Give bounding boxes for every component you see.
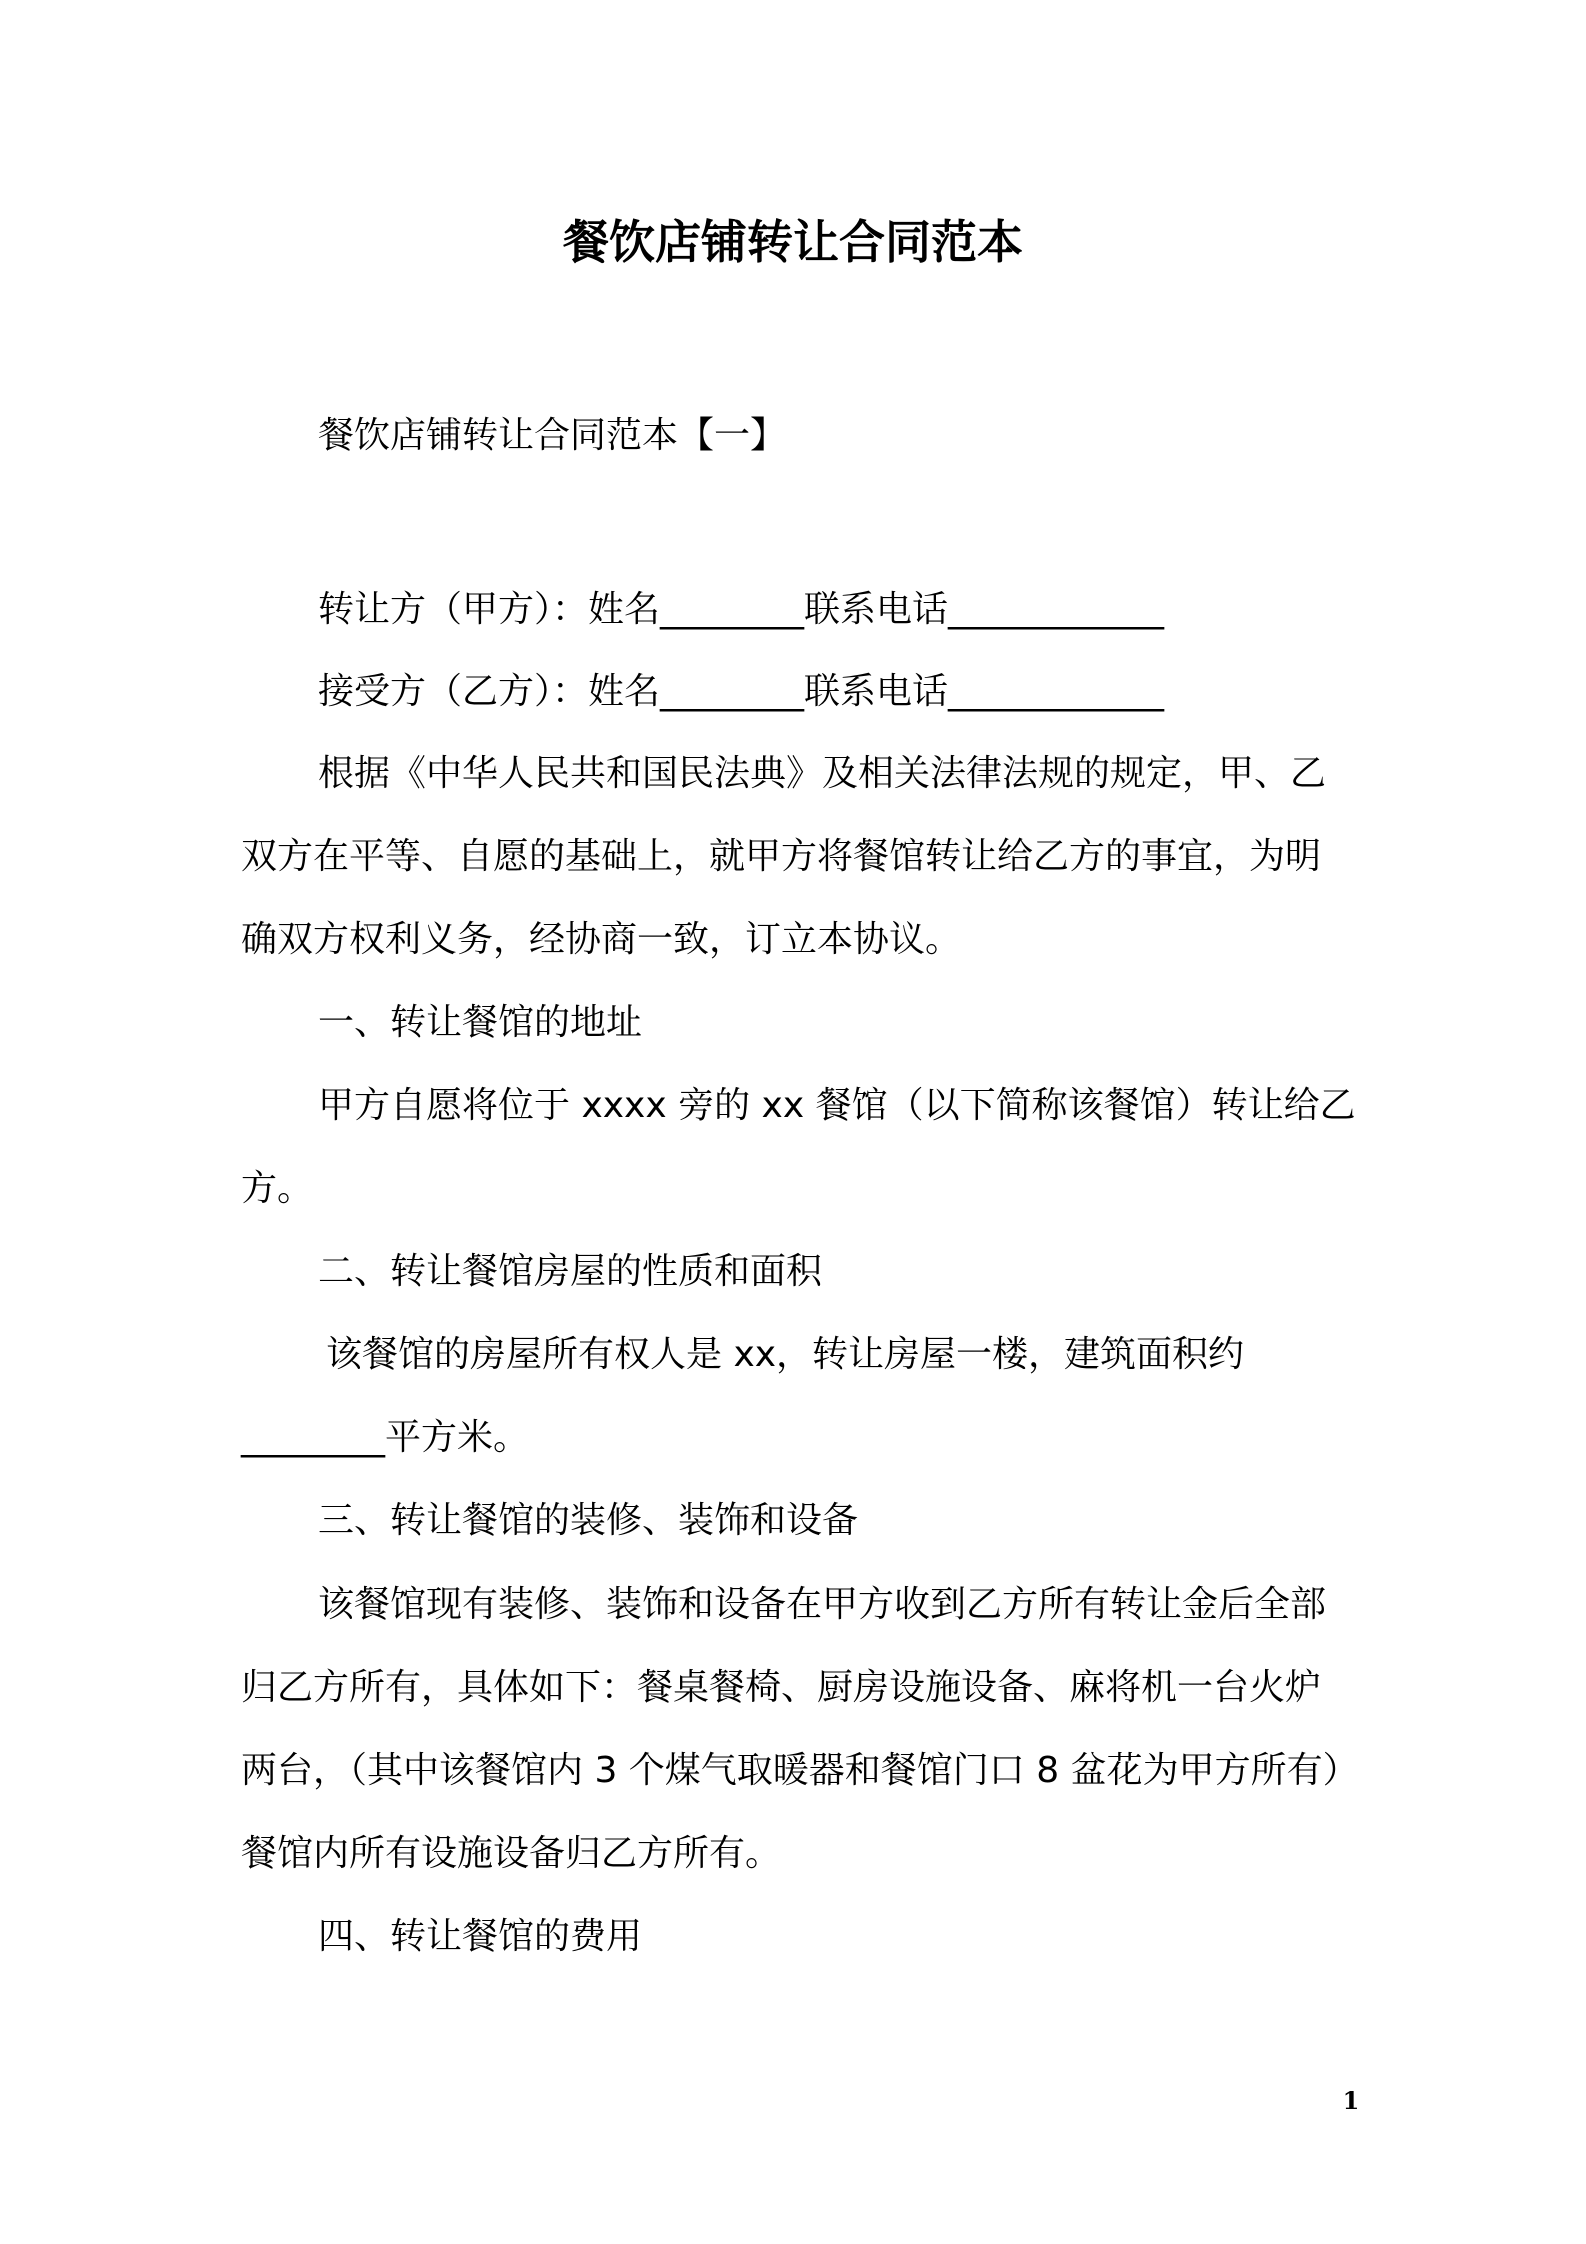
section-3-line-4: 餐馆内所有设施设备归乙方所有。 bbox=[241, 1833, 782, 1874]
section-1-heading: 一、转让餐馆的地址 bbox=[318, 1002, 643, 1043]
section-2-heading: 二、转让餐馆房屋的性质和面积 bbox=[318, 1251, 823, 1292]
section-1-line-2: 方。 bbox=[241, 1168, 314, 1209]
section-3-line-1: 该餐馆现有装修、装饰和设备在甲方收到乙方所有转让金后全部 bbox=[318, 1584, 1327, 1625]
preamble-line-2: 双方在平等、自愿的基础上，就甲方将餐馆转让给乙方的事宜，为明 bbox=[241, 836, 1322, 877]
preamble-line-1: 根据《中华人民共和国民法典》及相关法律法规的规定，甲、乙 bbox=[318, 753, 1327, 794]
section-2-line-2: ________平方米。 bbox=[241, 1417, 530, 1458]
party-a-line: 转让方（甲方）：姓名________联系电话____________ bbox=[318, 589, 1165, 630]
contract-subtitle: 餐饮店铺转让合同范本【一】 bbox=[318, 415, 787, 456]
party-b-line: 接受方（乙方）：姓名________联系电话____________ bbox=[318, 671, 1165, 712]
section-3-line-2: 归乙方所有，具体如下：餐桌餐椅、厨房设施设备、麻将机一台火炉 bbox=[241, 1667, 1322, 1708]
section-1-line-1: 甲方自愿将位于 xxxx 旁的 xx 餐馆（以下简称该餐馆）转让给乙 bbox=[318, 1085, 1356, 1126]
section-3-line-3: 两台，（其中该餐馆内 3 个煤气取暖器和餐馆门口 8 盆花为甲方所有） bbox=[241, 1750, 1359, 1791]
page-number: 1 bbox=[1342, 2086, 1360, 2115]
section-2-line-1: 该餐馆的房屋所有权人是 xx，转让房屋一楼，建筑面积约 bbox=[326, 1334, 1245, 1375]
document-title: 餐饮店铺转让合同范本 bbox=[563, 215, 1023, 269]
section-4-heading: 四、转让餐馆的费用 bbox=[318, 1916, 643, 1957]
preamble-line-3: 确双方权利义务，经协商一致，订立本协议。 bbox=[241, 919, 962, 960]
section-3-heading: 三、转让餐馆的装修、装饰和设备 bbox=[318, 1500, 859, 1541]
